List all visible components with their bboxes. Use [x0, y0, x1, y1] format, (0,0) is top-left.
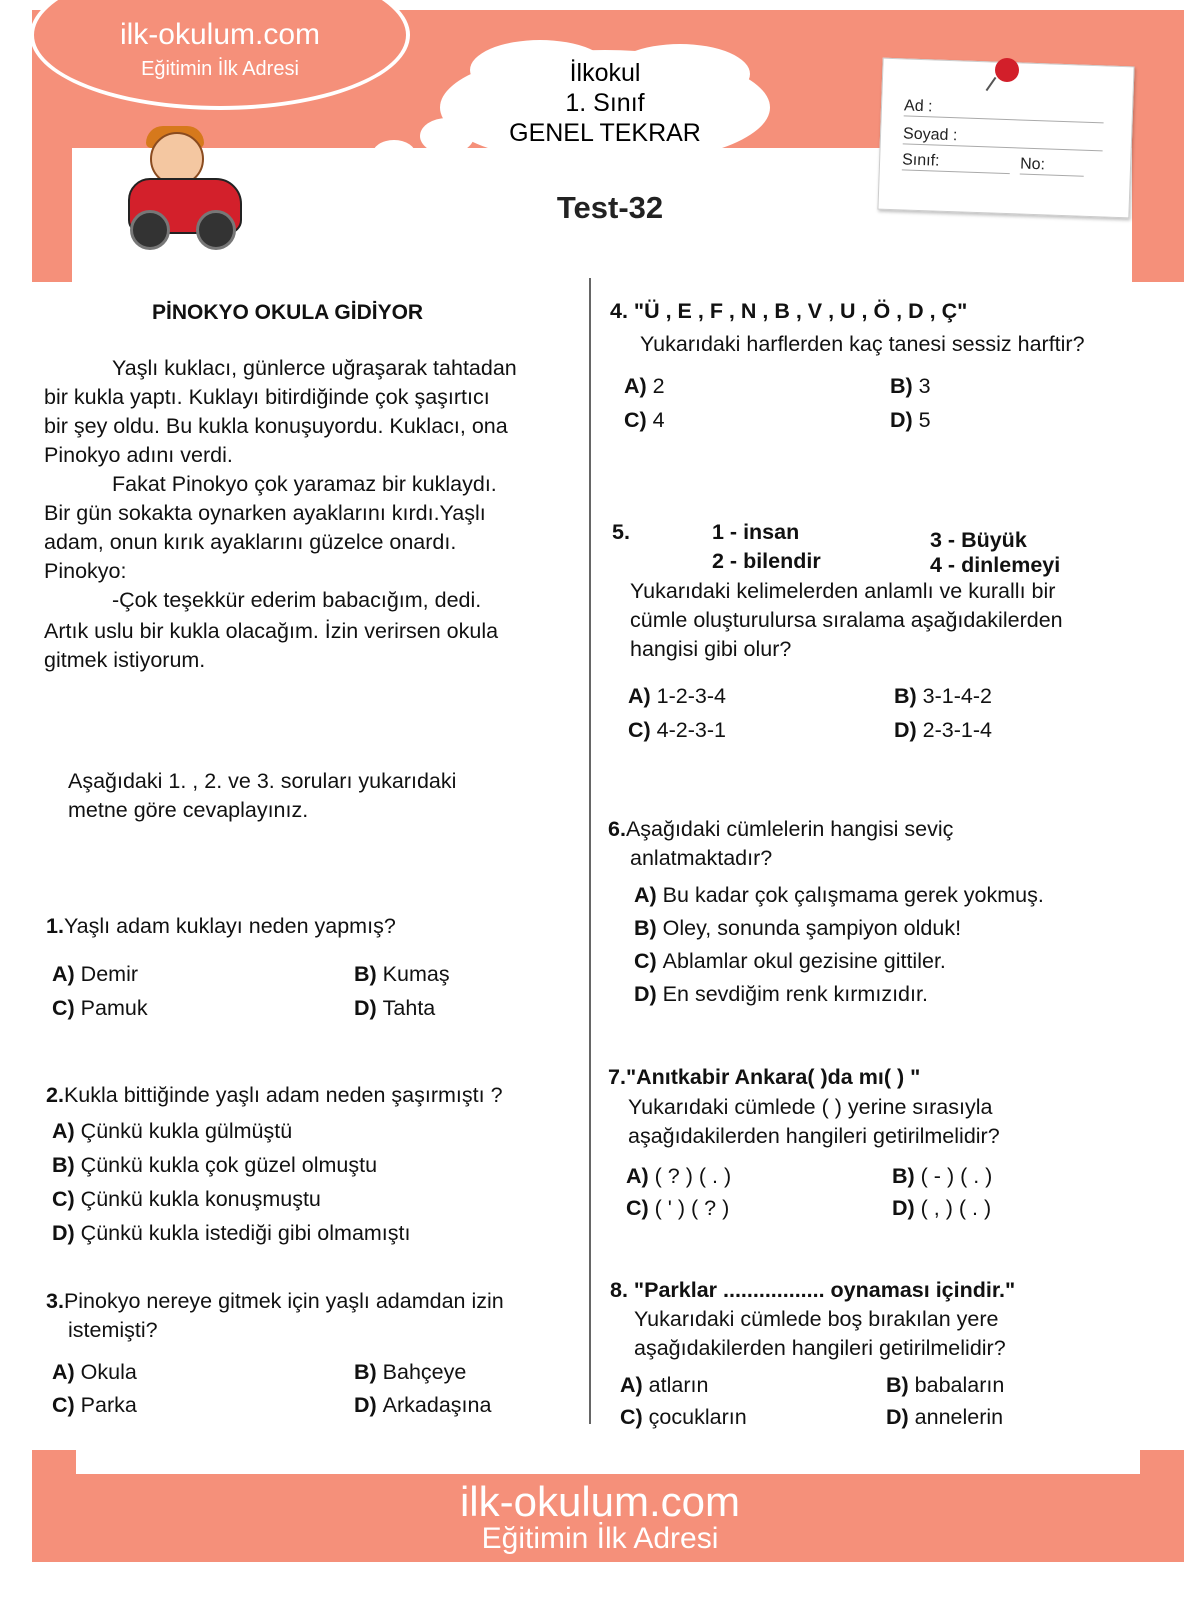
question-text: aşağıdakilerden hangileri getirilmelidir?	[628, 1124, 1000, 1148]
option-text: ( , ) ( . )	[920, 1196, 992, 1220]
option-text: Bu kadar çok çalışmama gerek yokmuş.	[662, 883, 1044, 907]
story-line: Fakat Pinokyo çok yaramaz bir kuklaydı.	[112, 472, 497, 496]
question-text: Yukarıdaki cümlede ( ) yerine sırasıyla	[628, 1095, 993, 1119]
option-letter: B)	[886, 1373, 909, 1397]
option-text: ( ? ) ( . )	[654, 1164, 732, 1188]
question-3	[46, 1287, 504, 1345]
pushpin-icon	[995, 58, 1019, 82]
thought-puff	[372, 140, 416, 170]
option-text: Oley, sonunda şampiyon olduk!	[662, 916, 962, 940]
q8-option-d[interactable]	[886, 1403, 1003, 1432]
q4-option-c[interactable]	[624, 406, 665, 435]
instruction-line: metne göre cevaplayınız.	[68, 798, 309, 822]
q8-option-b[interactable]	[886, 1371, 1004, 1400]
option-text: çocukların	[648, 1405, 747, 1429]
option-letter: C)	[620, 1405, 643, 1429]
q5-option-b[interactable]	[894, 682, 992, 711]
option-text: Pamuk	[80, 996, 148, 1020]
option-text: atların	[648, 1373, 709, 1397]
q2-option-c[interactable]	[52, 1185, 321, 1214]
question-quote: "Anıtkabir Ankara( )da mı( ) "	[625, 1065, 921, 1089]
question-text: istemişti?	[68, 1318, 158, 1342]
number-field[interactable]: No:	[1020, 156, 1085, 177]
q5-option-c[interactable]	[628, 716, 726, 745]
option-letter: D)	[354, 1393, 377, 1417]
option-letter: D)	[890, 408, 913, 432]
question-number: 8.	[610, 1278, 628, 1302]
logo-tagline: Eğitimin İlk Adresi	[141, 58, 299, 80]
q7-option-a[interactable]	[626, 1162, 731, 1191]
option-text: 3	[918, 374, 931, 398]
q7-option-c[interactable]	[626, 1194, 729, 1223]
q4-option-b[interactable]	[890, 372, 931, 401]
option-letter: B)	[354, 1360, 377, 1384]
option-text: Parka	[80, 1393, 137, 1417]
word-2: 2 - bilendir	[712, 549, 821, 573]
option-letter: A)	[626, 1164, 649, 1188]
question-number: 5.	[612, 520, 630, 544]
question-7-text	[628, 1093, 1000, 1151]
option-letter: D)	[354, 996, 377, 1020]
option-letter: D)	[894, 718, 917, 742]
option-text: Çünkü kukla istediği gibi olmamıştı	[80, 1221, 411, 1245]
thought-puff	[292, 176, 320, 196]
question-number: 1.	[46, 914, 64, 938]
option-text: Çünkü kukla gülmüştü	[80, 1119, 293, 1143]
question-1	[46, 912, 396, 941]
story-line: Artık uslu bir kukla olacağım. İzin verirsen okula	[44, 619, 499, 643]
option-text: 2-3-1-4	[922, 718, 992, 742]
surname-field[interactable]: Soyad :	[903, 125, 1104, 151]
option-letter: B)	[892, 1164, 915, 1188]
q6-option-b[interactable]	[634, 914, 961, 943]
word-4: 4 - dinlemeyi	[930, 553, 1061, 577]
question-8	[610, 1276, 1015, 1305]
question-text: Yukarıdaki cümlede boş bırakılan yere	[634, 1307, 999, 1331]
story-line: Pinokyo:	[44, 559, 127, 583]
q2-option-b[interactable]	[52, 1151, 377, 1180]
story-line: bir şey oldu. Bu kukla konuşuyordu. Kuklacı, ona	[44, 414, 508, 438]
footer-top-cutout	[76, 1450, 1140, 1474]
logo-site-name: ilk-okulum.com	[119, 18, 321, 51]
option-text: Kumaş	[382, 962, 450, 986]
option-letter: A)	[624, 374, 647, 398]
question-6	[608, 815, 953, 873]
q5-option-a[interactable]	[628, 682, 726, 711]
q4-option-d[interactable]	[890, 406, 931, 435]
story-line: gitmek istiyorum.	[44, 648, 206, 672]
name-field[interactable]: Ad :	[904, 97, 1105, 123]
letter-list: "Ü , E , F , N , B , V , U , Ö , D , Ç"	[633, 299, 968, 323]
option-letter: D)	[886, 1405, 909, 1429]
option-text: Bahçeye	[382, 1360, 467, 1384]
option-letter: A)	[52, 1119, 75, 1143]
question-number: 4.	[610, 299, 628, 323]
option-text: 3-1-4-2	[922, 684, 992, 708]
q1-option-a[interactable]	[52, 960, 138, 989]
word-1: 1 - insan	[712, 520, 800, 544]
option-letter: B)	[634, 916, 657, 940]
q6-option-a[interactable]	[634, 881, 1044, 910]
option-text: Çünkü kukla çok güzel olmuştu	[80, 1153, 378, 1177]
option-text: ( - ) ( . )	[920, 1164, 993, 1188]
option-letter: A)	[52, 962, 75, 986]
question-text: Pinokyo nereye gitmek için yaşlı adamdan izin	[63, 1289, 504, 1313]
q6-option-d[interactable]	[634, 980, 928, 1009]
thought-puff	[262, 192, 286, 208]
option-letter: C)	[52, 1393, 75, 1417]
option-letter: C)	[628, 718, 651, 742]
instruction	[68, 767, 456, 825]
question-text: Yaşlı adam kuklayı neden yapmış?	[63, 914, 396, 938]
option-text: 4-2-3-1	[656, 718, 726, 742]
option-letter: C)	[624, 408, 647, 432]
option-letter: B)	[354, 962, 377, 986]
question-text: aşağıdakilerden hangileri getirilmelidir?	[634, 1336, 1006, 1360]
school-level: İlkokul	[569, 59, 641, 87]
column-divider	[589, 278, 591, 1424]
option-letter: C)	[52, 996, 75, 1020]
q7-option-d[interactable]	[892, 1194, 991, 1223]
option-text: 2	[652, 374, 665, 398]
story-line: adam, onun kırık ayaklarını güzelce onardı.	[44, 530, 457, 554]
option-letter: D)	[634, 982, 657, 1006]
q8-option-a[interactable]	[620, 1371, 708, 1400]
thought-puff	[328, 158, 362, 182]
option-text: Tahta	[382, 996, 436, 1020]
q1-option-b[interactable]	[354, 960, 450, 989]
option-letter: A)	[634, 883, 657, 907]
option-text: ( ' ) ( ? )	[654, 1196, 730, 1220]
q3-option-d[interactable]	[354, 1391, 491, 1420]
test-title: Test-32	[556, 190, 664, 225]
option-text: Demir	[80, 962, 139, 986]
option-text: En sevdiğim renk kırmızıdır.	[662, 982, 928, 1006]
question-7	[608, 1063, 920, 1092]
option-text: 4	[652, 408, 665, 432]
class-field[interactable]: Sınıf:	[902, 151, 1011, 174]
q1-option-d[interactable]	[354, 994, 435, 1023]
question-text: hangisi gibi olur?	[630, 637, 792, 661]
q4-option-a[interactable]	[624, 372, 665, 401]
q3-option-c[interactable]	[52, 1391, 137, 1420]
option-letter: C)	[52, 1187, 75, 1211]
option-letter: B)	[894, 684, 917, 708]
wheel-icon	[196, 210, 236, 250]
q2-option-a[interactable]	[52, 1117, 292, 1146]
question-4	[610, 297, 967, 326]
question-text: Yukarıdaki harflerden kaç tanesi sessiz harftir?	[640, 332, 1085, 356]
option-letter: A)	[52, 1360, 75, 1384]
option-text: annelerin	[914, 1405, 1004, 1429]
question-number: 6.	[608, 817, 626, 841]
question-text: cümle oluşturulursa sıralama aşağıdakilerden	[630, 608, 1063, 632]
option-letter: B)	[890, 374, 913, 398]
option-text: 5	[918, 408, 931, 432]
question-text: Kukla bittiğinde yaşlı adam neden şaşırmıştı ?	[63, 1083, 503, 1107]
option-text: 1-2-3-4	[656, 684, 726, 708]
option-text: Ablamlar okul gezisine gittiler.	[662, 949, 946, 973]
story-title: PİNOKYO OKULA GİDİYOR	[152, 301, 424, 324]
word-3: 3 - Büyük	[930, 528, 1027, 552]
question-8-text	[634, 1305, 1006, 1363]
q1-option-c[interactable]	[52, 994, 148, 1023]
footer-tagline: Eğitimin İlk Adresi	[481, 1522, 719, 1555]
option-text: babaların	[914, 1373, 1005, 1397]
option-text: Okula	[80, 1360, 137, 1384]
instruction-line: Aşağıdaki 1. , 2. ve 3. soruları yukarıdaki	[68, 769, 457, 793]
story-line: Bir gün sokakta oynarken ayaklarını kırdı.Yaşlı	[44, 501, 486, 525]
question-text: Yukarıdaki kelimelerden anlamlı ve kurallı bir	[630, 579, 1056, 603]
question-text: Aşağıdaki cümlelerin hangisi seviç	[625, 817, 954, 841]
question-number: 2.	[46, 1083, 64, 1107]
story-line: Yaşlı kuklacı, günlerce uğraşarak tahtadan	[112, 356, 517, 380]
topic: GENEL TEKRAR	[509, 119, 701, 147]
q5-option-d[interactable]	[894, 716, 992, 745]
option-letter: A)	[628, 684, 651, 708]
option-letter: C)	[634, 949, 657, 973]
q3-option-a[interactable]	[52, 1358, 137, 1387]
q2-option-d[interactable]	[52, 1219, 410, 1248]
q6-option-c[interactable]	[634, 947, 946, 976]
story-line: bir kukla yaptı. Kuklayı bitirdiğinde çok şaşırtıcı	[44, 385, 490, 409]
q3-option-b[interactable]	[354, 1358, 466, 1387]
footer-site-name[interactable]: ilk-okulum.com	[459, 1478, 741, 1525]
option-text: Çünkü kukla konuşmuştu	[80, 1187, 321, 1211]
option-letter: D)	[52, 1221, 75, 1245]
option-text: Arkadaşına	[382, 1393, 492, 1417]
question-number: 7.	[608, 1065, 626, 1089]
wheel-icon	[130, 210, 170, 250]
question-quote: "Parklar ................. oynaması içindir."	[633, 1278, 1016, 1302]
q8-option-c[interactable]	[620, 1403, 747, 1432]
story-line: -Çok teşekkür ederim babacığım, dedi.	[112, 588, 482, 612]
option-letter: D)	[892, 1196, 915, 1220]
story-line: Pinokyo adını verdi.	[44, 443, 233, 467]
option-letter: C)	[626, 1196, 649, 1220]
question-2	[46, 1081, 503, 1110]
grade: 1. Sınıf	[565, 89, 645, 117]
question-number: 3.	[46, 1289, 64, 1313]
question-text: anlatmaktadır?	[630, 846, 773, 870]
option-letter: B)	[52, 1153, 75, 1177]
q7-option-b[interactable]	[892, 1162, 992, 1191]
story-text	[44, 354, 517, 675]
course-info	[470, 58, 740, 148]
question-5-text	[630, 577, 1063, 664]
option-letter: A)	[620, 1373, 643, 1397]
